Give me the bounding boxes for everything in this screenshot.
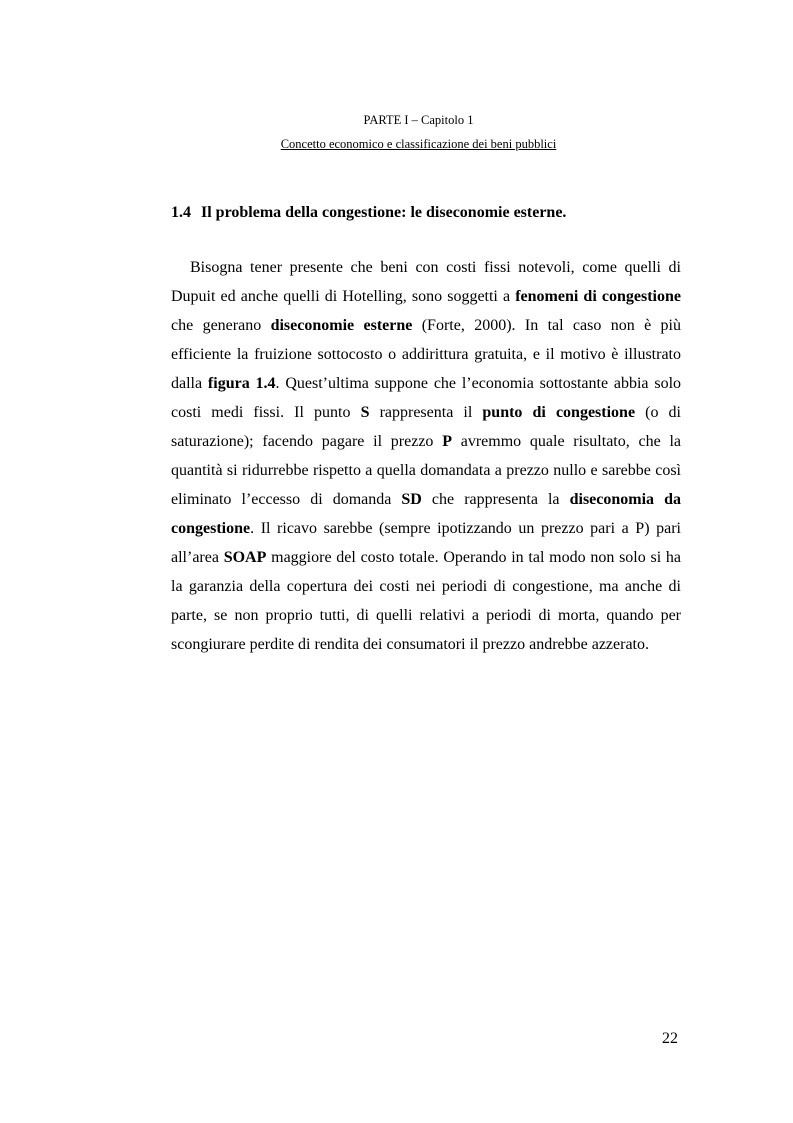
- bold-term-diseconomia-da-congestione: diseconomia da congestione: [171, 491, 681, 537]
- chapter-title-text: Concetto economico e classificazione dei beni pubblici: [280, 137, 557, 151]
- bold-term-fenomeni-di-congestione: fenomeni di congestione: [515, 288, 681, 305]
- bold-term-punto-di-congestione: punto di congestione: [482, 404, 636, 421]
- text-run: . Quest’ultima suppone che l’economia sottostante abbia solo costi medi fissi. Il punto: [171, 375, 682, 421]
- text-run: . Il ricavo sarebbe (sempre ipotizzando un prezzo pari a P) pari all’area: [171, 520, 681, 566]
- section-title-text: Il problema della congestione: le diseconomie esterne.: [201, 204, 567, 221]
- text-run: che generano: [171, 317, 271, 334]
- bold-term-sd: SD: [401, 491, 422, 508]
- text-run: avremmo quale risultato, che la quantità si ridurrebbe rispetto a quella domandata a prezzo nullo e sarebbe così eliminato l’eccesso di domanda: [171, 433, 681, 508]
- text-run: (Forte, 2000). In tal caso non è più efficiente la fruizione sottocosto o addirittura gratuita, e il motivo è illustrato dalla: [171, 317, 682, 392]
- section-number: 1.4: [171, 204, 191, 221]
- body-paragraph: [171, 253, 681, 659]
- text-run: rappresenta il: [369, 404, 483, 421]
- text-run: che rappresenta la: [421, 491, 570, 508]
- text-run: maggiore del costo totale. Operando in tal modo non solo si ha la garanzia della copertura dei costi nei periodi di congestione, ma anche di parte, se non proprio tutti, di quelli relativi a periodi di morta, quando per scongiurare perdite di rendita dei consumatori il prezzo andrebbe azzerato.: [171, 549, 681, 653]
- bold-term-soap: SOAP: [223, 549, 267, 566]
- bold-term-p: P: [442, 433, 452, 450]
- section-heading: [171, 204, 566, 222]
- bold-term-s: S: [360, 404, 370, 421]
- text-run: (o di saturazione); facendo pagare il prezzo: [171, 404, 682, 450]
- page-number: 22: [662, 1030, 678, 1047]
- running-header-chapter-title: [22, 137, 793, 152]
- running-header-part: PARTE I – Capitolo 1: [363, 113, 474, 127]
- bold-term-figura-1-4: figura 1.4: [207, 375, 276, 392]
- bold-term-diseconomie-esterne: diseconomie esterne: [270, 317, 413, 334]
- text-run: Bisogna tener presente che beni con costi fissi notevoli, come quelli di Dupuit ed anche quelli di Hotelling, sono soggetti a: [171, 259, 681, 305]
